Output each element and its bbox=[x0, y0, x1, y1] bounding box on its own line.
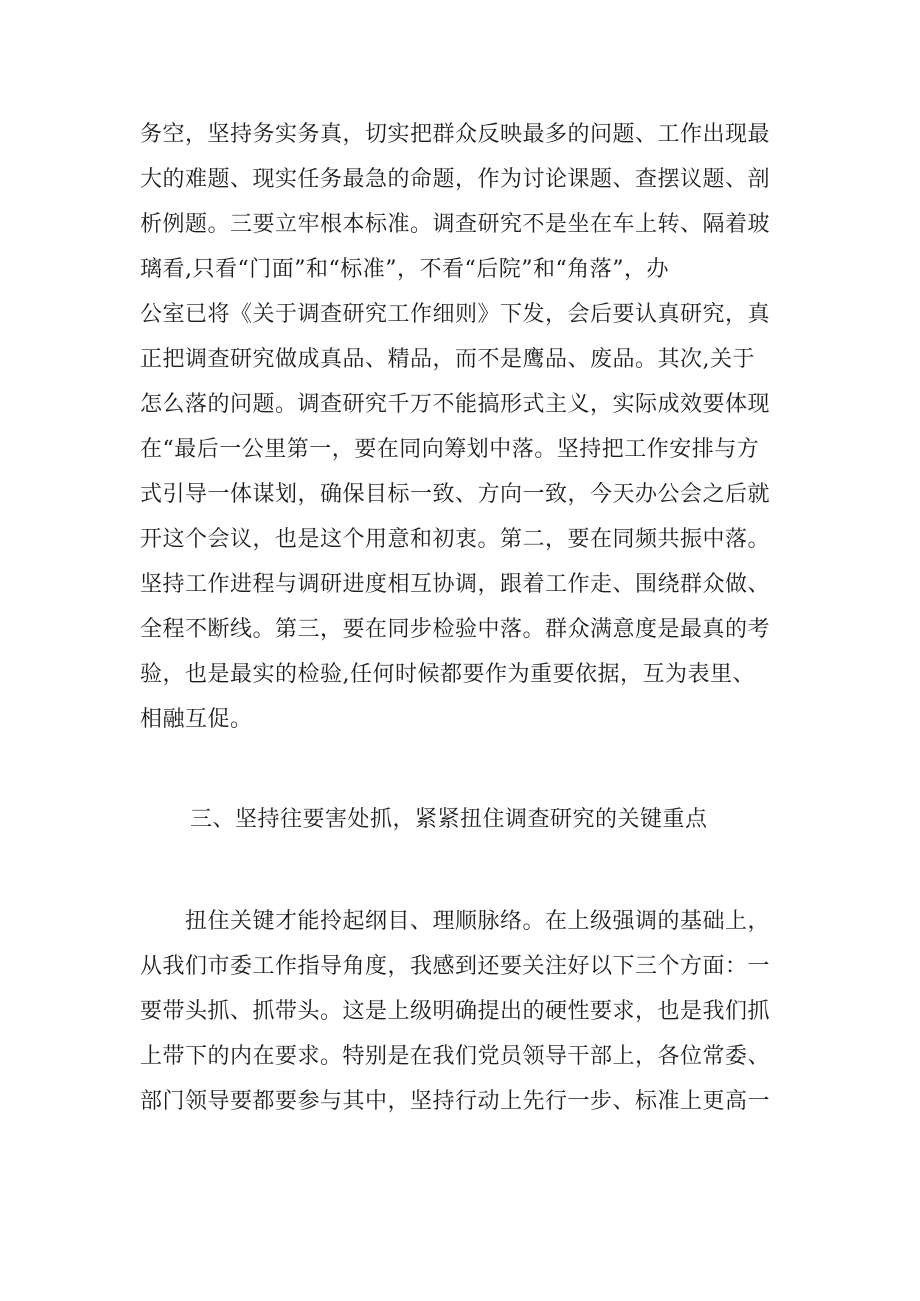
paragraph-line: 坚持工作进程与调研进度相互协调，跟着工作走、围绕群众做、 bbox=[140, 572, 771, 597]
paragraph-line: 公室已将《关于调查研究工作细则》下发，会后要认真研究，真 bbox=[140, 302, 771, 327]
paragraph-line: 开这个会议，也是这个用意和初衷。第二，要在同频共振中落。 bbox=[140, 527, 771, 552]
paragraph-line: 全程不断线。第三，要在同步检验中落。群众满意度是最真的考 bbox=[140, 617, 771, 642]
paragraph-line: 从我们市委工作指导角度，我感到还要关注好以下三个方面：一 bbox=[140, 954, 771, 979]
paragraph-line: 正把调查研究做成真品、精品，而不是鹰品、废品。其次,关于 bbox=[140, 347, 755, 372]
paragraph-line: 式引导一体谋划，确保目标一致、方向一致，今天办公会之后就 bbox=[140, 482, 771, 507]
paragraph-line: 在“最后一公里第一，要在同向筹划中落。坚持把工作安排与方 bbox=[140, 437, 760, 462]
paragraph-line: 怎么落的问题。调查研究千万不能搞形式主义，实际成效要体现 bbox=[140, 392, 771, 417]
paragraph-line: 务空，坚持务实务真，切实把群众反映最多的问题、工作出现最 bbox=[140, 122, 771, 147]
section-heading: 三、坚持往要害处抓，紧紧扭住调查研究的关键重点 bbox=[190, 807, 708, 832]
paragraph-line: 璃看,只看“门面”和“标准”，不看“后院”和“角落”，办 bbox=[140, 257, 669, 282]
paragraph-line: 析例题。三要立牢根本标准。调查研究不是坐在车上转、隔着玻 bbox=[140, 212, 771, 237]
paragraph-line: 上带下的内在要求。特别是在我们党员领导干部上，各位常委、 bbox=[140, 1044, 771, 1069]
paragraph-line: 要带头抓、抓带头。这是上级明确提出的硬性要求，也是我们抓 bbox=[140, 999, 771, 1024]
paragraph-line: 扭住关键才能拎起纲目、理顺脉络。在上级强调的基础上， bbox=[185, 909, 771, 934]
paragraph-line: 验，也是最实的检验,任何时候都要作为重要依据，互为表里、 bbox=[140, 662, 755, 687]
paragraph-line: 相融互促。 bbox=[140, 707, 253, 732]
paragraph-line: 部门领导要都要参与其中，坚持行动上先行一步、标准上更高一 bbox=[140, 1089, 771, 1114]
paragraph-line: 大的难题、现实任务最急的命题，作为讨论课题、查摆议题、剖 bbox=[140, 167, 771, 192]
